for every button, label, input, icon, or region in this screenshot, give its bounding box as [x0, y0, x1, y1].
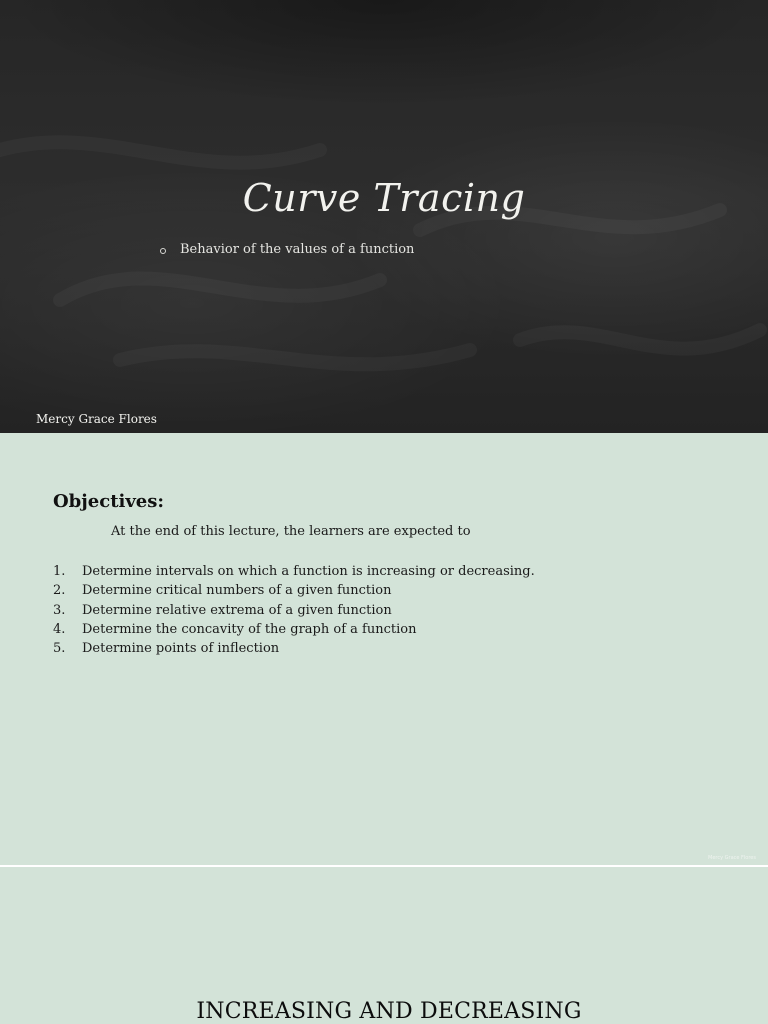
subtitle-text: Behavior of the values of a function [180, 242, 415, 257]
item-text: Determine the concavity of the graph of a function [82, 621, 417, 637]
item-text: Determine points of inflection [82, 641, 280, 657]
item-text: Determine relative extrema of a given function [82, 602, 392, 618]
slide-footer: Mercy Grace Flores [708, 855, 756, 861]
objectives-intro: At the end of this lecture, the learners are expected to [111, 524, 471, 539]
list-item [53, 583, 535, 602]
objectives-slide [0, 433, 768, 865]
objectives-heading: Objectives: [53, 491, 165, 512]
subtitle-bullet-row [160, 242, 414, 257]
item-number: 4. [53, 621, 66, 637]
title-slide [0, 0, 768, 433]
objectives-list [53, 564, 535, 660]
item-text: Determine intervals on which a function is increasing or decreasing. [82, 564, 535, 579]
list-item [53, 641, 535, 660]
item-number: 2. [53, 583, 66, 599]
item-number: 5. [53, 641, 66, 657]
list-item [53, 564, 535, 583]
slide-title: Curve Tracing [242, 176, 526, 220]
section-slide [0, 867, 768, 1024]
author-name: Mercy Grace Flores [36, 412, 157, 426]
list-item [53, 603, 535, 622]
item-text: Determine critical numbers of a given function [82, 583, 392, 599]
bullet-circle-icon [160, 248, 166, 254]
item-number: 3. [53, 602, 66, 618]
item-number: 1. [53, 564, 66, 579]
section-heading: INCREASING AND DECREASING [196, 999, 582, 1024]
list-item [53, 622, 535, 641]
